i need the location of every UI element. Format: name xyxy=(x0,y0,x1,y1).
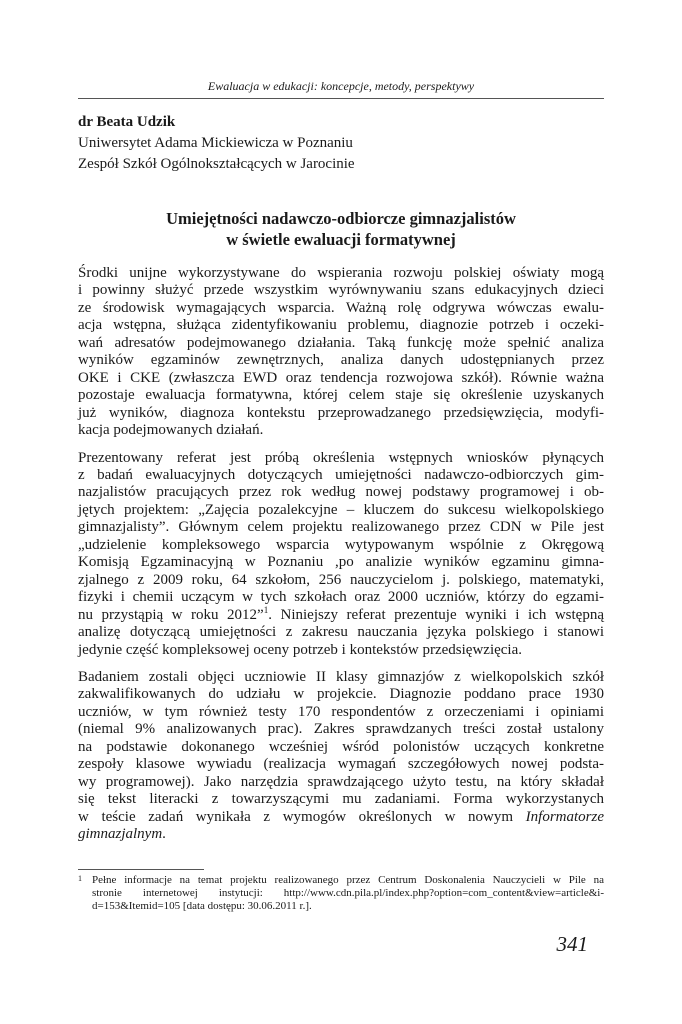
footnote-line: d=153&Itemid=105 [data dostępu: 30.06.2011 r.]. xyxy=(92,899,312,912)
text-line: OKE i CKE (zwłaszcza EWD oraz tendencja rozwojowa szkół). Równie ważna xyxy=(78,369,604,386)
text-line: i powinny służyć przede wszystkim wyrównywaniu szans edukacyjnych dzieci xyxy=(78,282,604,299)
body-paragraph xyxy=(78,669,604,844)
text-line: fizyki i chemii uczącym w tych szkołach oraz 2000 uczniów, którzy do egzami- xyxy=(78,589,604,606)
text-line: analizę dotyczącą umiejętności z zakresu nauczania języka polskiego i stanowi xyxy=(78,624,604,641)
text-line: ze środowisk wymagających wsparcia. Ważną rolę odgrywa wówczas ewalu- xyxy=(78,299,604,316)
text-line: zakwalifikowanych do udziału w projekcie. Diagnozie poddano prace 1930 xyxy=(78,686,604,703)
text-line: kacja podejmowanych działań. xyxy=(78,422,264,439)
footnote-rule xyxy=(78,869,204,870)
body-paragraph xyxy=(78,450,604,659)
title-line: Umiejętności nadawczo-odbiorcze gimnazjalistów xyxy=(166,209,516,228)
text-line: wyników egzaminów zewnętrznych, analiza danych udostępnianych przez xyxy=(78,352,604,369)
text-line: już wyników, diagnoza kontekstu przeprowadzanego przedsięwzięcia, modyfi- xyxy=(78,404,604,421)
text-fragment: w teście zadań wynikała z wymogów określonych w nowym xyxy=(78,808,526,825)
text-fragment: . Niniejszy referat prezentuje wyniki i ich wstępną xyxy=(268,606,604,623)
text-line xyxy=(78,809,604,826)
text-line: na podstawie dokonanego wcześniej wśród polonistów uczących konkretne xyxy=(78,738,604,755)
text-line xyxy=(78,826,604,843)
body-paragraph xyxy=(78,265,604,440)
running-head: Ewaluacja w edukacji: koncepcje, metody, perspektywy xyxy=(207,79,475,93)
title-line: w świetle ewaluacji formatywnej xyxy=(226,230,456,249)
article-title xyxy=(78,208,604,250)
book-title: gimnazjalnym xyxy=(78,826,163,843)
text-line: jętych projektem: „Zajęcia pozalekcyjne – kluczem do sukcesu wielkopolskiego xyxy=(78,501,604,518)
text-line: wy programowej). Jako narzędzia sprawdzającego użyto testu, na który składał xyxy=(78,773,604,790)
text-line: nazjalistów pracujących przez rok według nowej podstawy programowej i ob- xyxy=(78,484,604,501)
footnote-line: stronie internetowej instytucji: http://www.cdn.pila.pl/index.php?option=com_content&view=article&i- xyxy=(92,886,604,899)
header-rule xyxy=(78,98,604,99)
footnote-reference[interactable]: 1 xyxy=(263,604,269,615)
text-fragment: nu przystąpią w roku 2012” xyxy=(78,606,264,623)
author-block xyxy=(78,112,604,175)
article-body xyxy=(78,265,604,844)
text-line: pozostaje ewaluacja formatywna, której celem staje się określenie uzyskanych xyxy=(78,387,604,404)
text-line xyxy=(78,604,604,624)
text-line: Środki unijne wykorzystywane do wspierania rozwoju polskiej oświaty mogą xyxy=(78,265,604,281)
text-line: acja wstępna, służąca zidentyfikowaniu problemu, diagnozie potrzeb i oczeki- xyxy=(78,317,604,334)
text-line: jedynie część kompleksowej oceny potrzeb i kontekstów przedsięwzięcia. xyxy=(78,641,523,658)
text-line: (niemal 9% analizowanych prac). Zakres sprawdzanych treści został ustalony xyxy=(78,721,604,738)
text-line: Prezentowany referat jest próbą określenia wstępnych wniosków płynących xyxy=(78,449,604,466)
text-line: Komisją Egzaminacyjną w Poznaniu ,po analizie wyników egzaminu gimna- xyxy=(78,554,604,571)
text-line: uczniów, w tym również testy 170 respondentów z orzeczeniami i opiniami xyxy=(78,703,604,720)
text-line: wań adresatów podejmowanego działania. Taką funkcję może spełnić analiza xyxy=(78,334,604,351)
author-affiliation: Uniwersytet Adama Mickiewicza w Poznaniu xyxy=(78,135,353,151)
text-line: „udzielenie kompleksowego wsparcia wytypowanym wspólnie z Okręgową xyxy=(78,536,604,553)
text-line: gimnazjalisty”. Głównym celem projektu realizowanego przez CDN w Pile jest xyxy=(78,519,604,536)
text-line: zespoły klasowe wywiadu (realizacja wymagań szczegółowych nowej podsta- xyxy=(78,756,604,773)
footnote xyxy=(78,874,604,912)
text-line: zjalnego z 2009 roku, 64 szkołom, 256 nauczycielom j. polskiego, matematyki, xyxy=(78,571,604,588)
text-line: się tekst literacki z towarzyszącymi mu zadaniami. Forma wykorzystanych xyxy=(78,791,604,808)
book-title: Informatorze xyxy=(525,808,604,825)
text-line: z badań ewaluacyjnych dotyczących umiejętności nadawczo-odbiorczych gim- xyxy=(78,466,604,483)
author-affiliation: Zespół Szkół Ogólnokształcących w Jarocinie xyxy=(78,156,355,172)
page-number: 341 xyxy=(556,932,588,956)
footnote-line: Pełne informacje na temat projektu realizowanego przez Centrum Doskonalenia Nauczycieli w Pile na xyxy=(92,874,604,886)
footnote-number: 1 xyxy=(78,874,82,883)
text-fragment: . xyxy=(162,826,166,843)
author-name: dr Beata Udzik xyxy=(78,114,176,130)
footnote-text xyxy=(92,874,604,912)
text-line: Badaniem zostali objęci uczniowie II klasy gimnazjów z wielkopolskich szkół xyxy=(78,668,604,685)
